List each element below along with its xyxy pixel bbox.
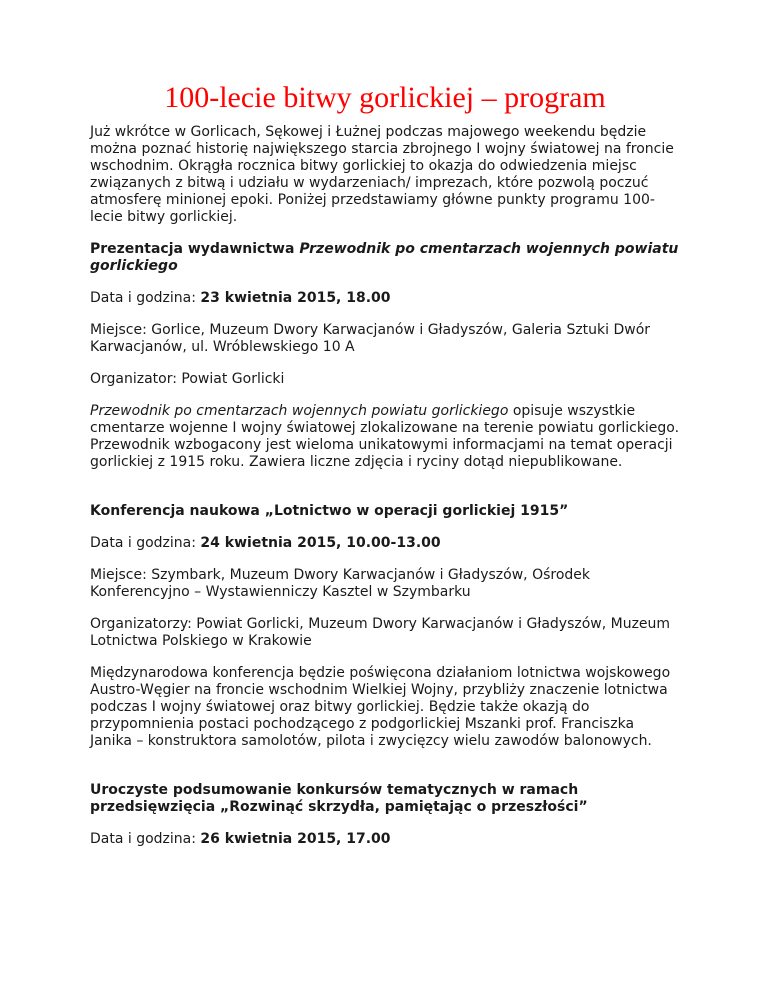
event-date bbox=[90, 290, 680, 307]
event-description-italic: Przewodnik po cmentarzach wojennych powiatu gorlickiego bbox=[90, 403, 509, 419]
event-organizer: Organizator: Powiat Gorlicki bbox=[90, 371, 285, 387]
spacer bbox=[90, 765, 680, 782]
document-content bbox=[90, 80, 680, 863]
event-heading: Uroczyste podsumowanie konkursów tematycznych w ramach przedsięwzięcia „Rozwinąć skrzydła, pamiętając o przeszłości” bbox=[90, 782, 588, 815]
event-date-label: Data i godzina: bbox=[90, 831, 201, 847]
event-date-value: 26 kwietnia 2015, 17.00 bbox=[200, 831, 391, 847]
event-date-label: Data i godzina: bbox=[90, 290, 201, 306]
event-place: Miejsce: Gorlice, Muzeum Dwory Karwacjanów i Gładyszów, Galeria Sztuki Dwór Karwacjanów, ul. Wróblewskiego 10 A bbox=[90, 322, 651, 355]
event-organizer: Organizatorzy: Powiat Gorlicki, Muzeum Dwory Karwacjanów i Gładyszów, Muzeum Lotnictwa Polskiego w Krakowie bbox=[90, 616, 671, 649]
event-heading bbox=[90, 241, 680, 275]
event-description-text: opisuje wszystkie cmentarze wojenne I wojny światowej zlokalizowane na terenie powiatu gorlickiego. Przewodnik wzbogacony jest wieloma unikatowymi informacjami na temat operacji gorlickiej z 1915 roku. Zawiera liczne zdjęcia i ryciny dotąd niepublikowane. bbox=[90, 403, 680, 470]
event-date-value: 23 kwietnia 2015, 18.00 bbox=[200, 290, 391, 306]
event-place: Miejsce: Szymbark, Muzeum Dwory Karwacjanów i Gładyszów, Ośrodek Konferencyjno – Wystawienniczy Kasztel w Szymbarku bbox=[90, 567, 591, 600]
page-title: 100-lecie bitwy gorlickiej – program bbox=[164, 81, 606, 114]
event-date-value: 24 kwietnia 2015, 10.00-13.00 bbox=[200, 535, 441, 551]
event-date-label: Data i godzina: bbox=[90, 535, 201, 551]
event-date bbox=[90, 535, 680, 552]
event-heading-text: Prezentacja wydawnictwa bbox=[90, 241, 300, 257]
spacer bbox=[90, 486, 680, 503]
event-description: Międzynarodowa konferencja będzie poświęcona działaniom lotnictwa wojskowego Austro-Węgier na froncie wschodnim Wielkiej Wojny, przybliży znaczenie lotnictwa podczas I wojny światowej oraz bitwy gorlickiej. Będzie także okazją do przypomnienia postaci pochodzącego z podgorlickiej Mszanki prof. Franciszka Janika – konstruktora samolotów, pilota i zwycięzcy wielu zawodów balonowych. bbox=[90, 665, 671, 749]
event-date bbox=[90, 831, 680, 848]
event-heading-italic: Przewodnik po cmentarzach wojennych powiatu gorlickiego bbox=[90, 241, 679, 274]
intro-paragraph: Już wkrótce w Gorlicach, Sękowej i Łużnej podczas majowego weekendu będzie można poznać historię największego starcia zbrojnego I wojny światowej na froncie wschodnim. Okrągła rocznica bitwy gorlickiej to okazja do odwiedzenia miejsc związanych z bitwą i udziału w wydarzeniach/ imprezach, które pozwolą poczuć atmosferę minionej epoki. Poniżej przedstawiamy główne punkty programu 100-lecie bitwy gorlickiej. bbox=[90, 124, 674, 225]
event-heading: Konferencja naukowa „Lotnictwo w operacji gorlickiej 1915” bbox=[90, 503, 569, 519]
event-description bbox=[90, 403, 680, 471]
